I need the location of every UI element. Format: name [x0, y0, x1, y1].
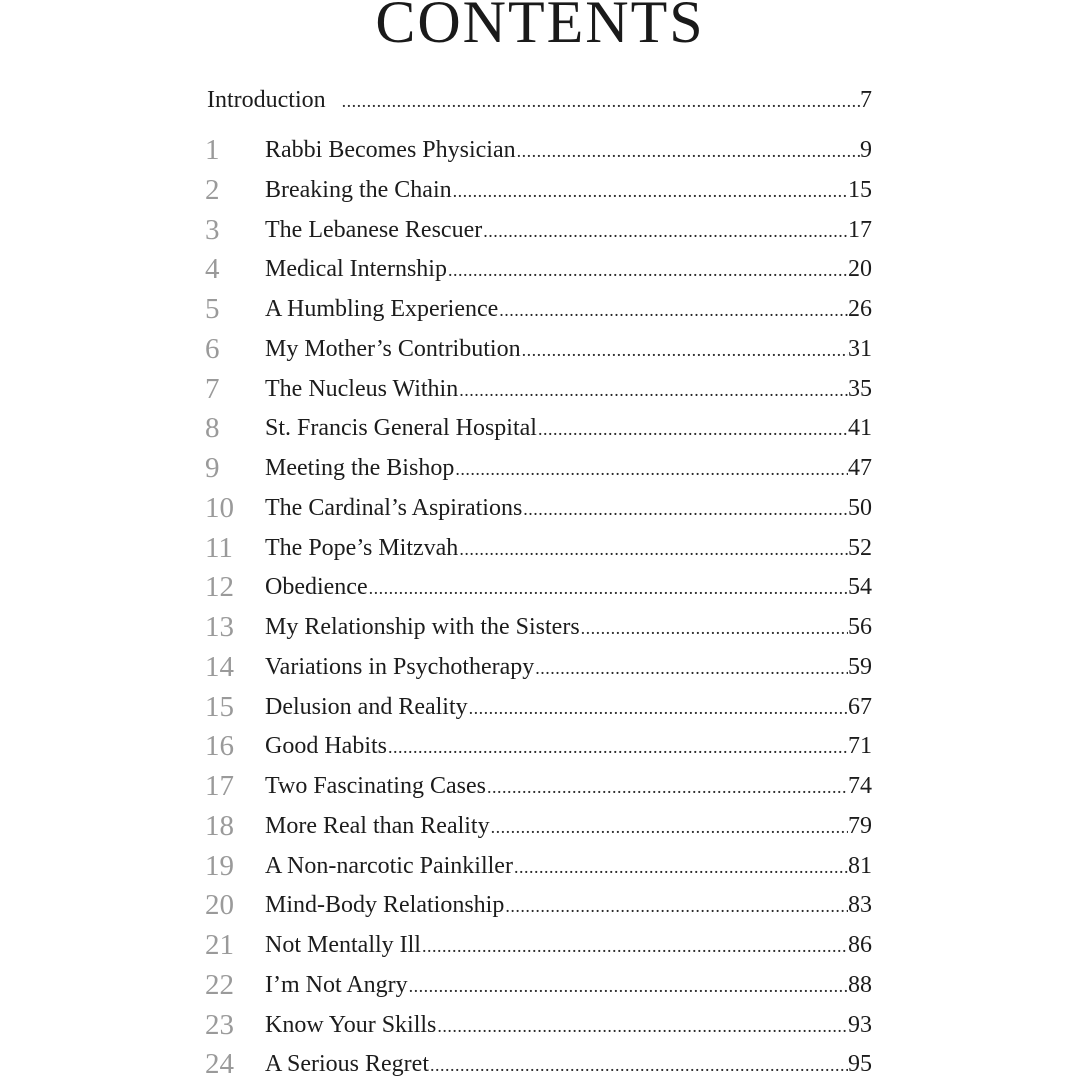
dot-leader — [490, 807, 848, 847]
toc-row-chapter[interactable] — [0, 965, 1080, 1005]
toc-entry-title: The Lebanese Rescuer — [265, 216, 483, 243]
chapter-number: 11 — [205, 531, 233, 564]
dot-leader — [516, 131, 860, 171]
toc-entry-title: The Pope’s Mitzvah — [265, 534, 459, 561]
chapter-number: 4 — [205, 253, 220, 286]
toc-row-chapter[interactable] — [0, 806, 1080, 846]
toc-entry — [265, 170, 872, 210]
toc-entry-title: Breaking the Chain — [265, 176, 452, 203]
toc-row-chapter[interactable] — [0, 925, 1080, 965]
chapter-number: 2 — [205, 173, 220, 206]
toc-entry-title: A Serious Regret — [265, 1051, 429, 1078]
toc-row-chapter[interactable] — [0, 647, 1080, 687]
dot-leader — [521, 330, 848, 370]
toc-entry-title: Medical Internship — [265, 256, 447, 283]
dot-leader — [468, 688, 848, 728]
toc-entry-title: A Humbling Experience — [265, 296, 499, 322]
chapter-number: 13 — [205, 611, 234, 643]
dot-leader — [387, 727, 848, 767]
toc-entry-title: Mind-Body Relationship — [265, 892, 505, 919]
toc-entry — [265, 448, 872, 488]
dot-leader — [452, 171, 848, 211]
toc-entry — [265, 289, 872, 329]
toc-row-chapter[interactable] — [0, 289, 1080, 329]
dot-leader — [498, 290, 848, 330]
toc-entry-title: Two Fascinating Cases — [265, 773, 486, 799]
toc-entry-page: 81 — [848, 852, 872, 879]
toc-entry-title: Variations in Psychotherapy — [265, 653, 535, 680]
toc-entry — [265, 726, 872, 766]
toc-entry-title: Delusion and Reality — [265, 693, 468, 720]
toc-entry — [265, 607, 872, 647]
toc-entry-title: St. Francis General Hospital — [265, 415, 537, 442]
toc-entry — [265, 687, 872, 727]
chapter-number: 23 — [205, 1008, 234, 1041]
toc-row-chapter[interactable] — [0, 369, 1080, 409]
dot-leader — [534, 648, 848, 688]
toc-entry-page: 86 — [848, 932, 872, 958]
chapter-number: 17 — [205, 770, 234, 802]
toc-entry — [265, 885, 872, 925]
toc-entry — [265, 647, 872, 687]
toc-row-introduction[interactable] — [0, 80, 1080, 120]
toc-entry-page: 56 — [848, 614, 872, 640]
toc-entry-title: My Relationship with the Sisters — [265, 614, 580, 640]
dot-leader — [504, 886, 848, 926]
toc-entry — [265, 965, 872, 1005]
toc-entry — [265, 766, 872, 806]
toc-entry-page: 54 — [848, 574, 872, 601]
toc-entry-page: 59 — [848, 653, 872, 680]
chapter-number: 12 — [205, 571, 234, 604]
toc-entry — [265, 806, 872, 846]
toc-entry — [265, 925, 872, 965]
chapter-number: 18 — [205, 809, 234, 842]
toc-entry-page: 71 — [848, 733, 872, 760]
toc-row-chapter[interactable] — [0, 766, 1080, 806]
toc-entry — [265, 408, 872, 448]
toc-entry — [207, 80, 872, 120]
dot-leader — [458, 529, 848, 569]
toc-row-chapter[interactable] — [0, 249, 1080, 289]
toc-entry-page: 88 — [848, 971, 872, 998]
toc-row-chapter[interactable] — [0, 170, 1080, 210]
chapter-number: 24 — [205, 1048, 234, 1080]
dot-leader — [368, 568, 848, 608]
toc-entry — [265, 1005, 872, 1045]
toc-row-chapter[interactable] — [0, 210, 1080, 250]
toc-entry — [265, 210, 872, 250]
toc-row-chapter[interactable] — [0, 329, 1080, 369]
toc-entry-page: 7 — [860, 87, 872, 113]
toc-entry-page: 74 — [848, 773, 872, 799]
toc-entry — [265, 130, 872, 170]
toc-entry-page: 95 — [848, 1051, 872, 1078]
toc-entry-page: 79 — [848, 812, 872, 839]
toc-entry-title: A Non-narcotic Painkiller — [265, 852, 513, 879]
toc-entry-title: My Mother’s Contribution — [265, 335, 521, 362]
toc-entry-title: I’m Not Angry — [265, 971, 408, 998]
toc-entry-page: 93 — [848, 1011, 872, 1038]
toc-entry-title: Rabbi Becomes Physician — [265, 137, 516, 163]
toc-entry — [265, 369, 872, 409]
chapter-number: 6 — [205, 332, 220, 365]
chapter-number: 8 — [205, 412, 220, 445]
toc-entry-page: 47 — [848, 455, 872, 481]
toc-row-chapter[interactable] — [0, 408, 1080, 448]
toc-entry-title: Introduction — [207, 87, 326, 113]
toc-entry — [265, 249, 872, 289]
toc-entry — [265, 488, 872, 528]
chapter-number: 19 — [205, 849, 234, 882]
chapter-number: 15 — [205, 690, 234, 723]
toc-row-chapter[interactable] — [0, 687, 1080, 727]
toc-entry-page: 35 — [848, 375, 872, 402]
toc-entry-page: 67 — [848, 693, 872, 720]
dot-leader — [429, 1045, 848, 1080]
toc-row-chapter[interactable] — [0, 846, 1080, 886]
toc-row-chapter[interactable] — [0, 1044, 1080, 1080]
dot-leader — [447, 250, 848, 290]
toc-row-chapter[interactable] — [0, 885, 1080, 925]
chapter-number: 1 — [205, 134, 220, 166]
toc-row-chapter[interactable] — [0, 1005, 1080, 1045]
chapter-number: 20 — [205, 889, 234, 922]
dot-leader — [580, 608, 848, 648]
toc-entry-page: 83 — [848, 892, 872, 919]
toc-entry-title: The Cardinal’s Aspirations — [265, 494, 523, 521]
toc-entry-page: 52 — [848, 534, 872, 561]
toc-entry-page: 50 — [848, 494, 872, 521]
toc-entry-page: 31 — [848, 335, 872, 362]
toc-row-chapter[interactable] — [0, 528, 1080, 568]
toc-entry-page: 17 — [848, 216, 872, 243]
toc-entry-page: 15 — [848, 176, 872, 203]
toc-row-chapter[interactable] — [0, 567, 1080, 607]
dot-leader — [326, 81, 860, 121]
toc-entry-page: 9 — [860, 137, 872, 163]
toc-entry — [265, 528, 872, 568]
dot-leader — [408, 966, 848, 1006]
toc-entry — [265, 329, 872, 369]
dot-leader — [436, 1006, 848, 1046]
dot-leader — [522, 489, 848, 529]
toc-row-chapter[interactable] — [0, 488, 1080, 528]
chapter-number: 10 — [205, 491, 234, 524]
dot-leader — [454, 449, 848, 489]
toc-row-chapter[interactable] — [0, 130, 1080, 170]
chapter-number: 16 — [205, 730, 234, 763]
toc-entry-page: 41 — [848, 415, 872, 442]
toc-entry-title: Meeting the Bishop — [265, 455, 455, 481]
chapter-number: 7 — [205, 372, 220, 405]
chapter-number: 5 — [205, 293, 220, 325]
chapter-number: 3 — [205, 213, 220, 246]
chapter-number: 22 — [205, 968, 234, 1001]
page-title: CONTENTS — [375, 0, 705, 55]
dot-leader — [421, 926, 848, 966]
toc-row-chapter[interactable] — [0, 726, 1080, 766]
toc-entry-page: 20 — [848, 256, 872, 283]
toc-entry-title: Good Habits — [265, 733, 387, 760]
chapter-number: 14 — [205, 650, 234, 683]
toc-entry — [265, 1044, 872, 1080]
dot-leader — [458, 370, 848, 410]
dot-leader — [486, 767, 848, 807]
dot-leader — [513, 847, 848, 887]
dot-leader — [537, 409, 848, 449]
toc-entry-page: 26 — [848, 296, 872, 322]
toc-row-chapter[interactable] — [0, 448, 1080, 488]
toc-entry — [265, 567, 872, 607]
toc-entry-title: The Nucleus Within — [265, 375, 459, 402]
toc-entry-title: Obedience — [265, 574, 368, 601]
toc-entry-title: Not Mentally Ill — [265, 932, 421, 958]
dot-leader — [482, 211, 848, 251]
chapter-number: 9 — [205, 452, 220, 484]
chapter-number: 21 — [205, 929, 234, 961]
toc-entry-title: More Real than Reality — [265, 812, 490, 839]
toc-row-chapter[interactable] — [0, 607, 1080, 647]
toc-entry — [265, 846, 872, 886]
toc-entry-title: Know Your Skills — [265, 1011, 437, 1038]
